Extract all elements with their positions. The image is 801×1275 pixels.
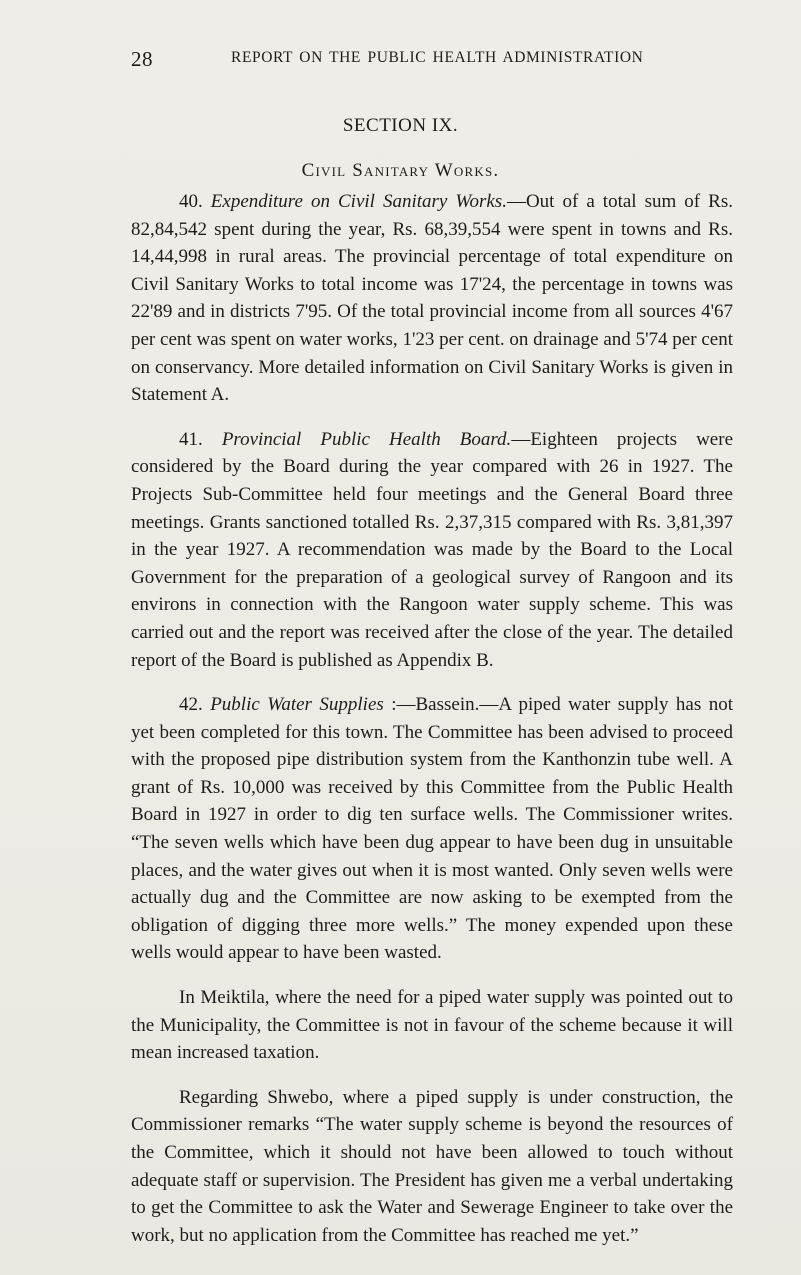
paragraph-text: —Eighteen projects were considered by the Board during the year compared with 26 in 1927. The Projects Sub-Committee held four meetings and the General Board three meetings. Grants sanctioned totalled Rs. 2,37,315 compared with Rs. 3,81,397 in the year 1927. A recommendation was made by the Board to the Local Government for the preparation of a geological survey of Rangoon and its environs in connection with the Rangoon water supply scheme. This was carried out and the report was received after the close of the year. The detailed report of the Board is published as Appendix B. [131, 428, 734, 671]
paragraph-heading: Expenditure on Civil Sanitary Works. [210, 191, 507, 212]
section-subheading: Civil Sanitary Works. [301, 160, 500, 181]
paragraph-number: 42. [179, 694, 203, 716]
paragraph-number: 40. [179, 191, 203, 212]
body-text [131, 188, 733, 1249]
running-header-title: REPORT ON THE PUBLIC HEALTH ADMINISTRATION [231, 49, 644, 66]
paragraph-text: :—Bassein.—A piped water supply has not yet been completed for this town. The Committee has been advised to proceed with the proposed pipe distribution system from the Kanthonzin tube well. A grant of Rs. 10,000 was received by this Committee from the Public Health Board in 1927 in order to dig ten surface wells. The Commissioner writes. “The seven wells which have been dug appear to have been dug in unsuitable places, and the water gives out when it is most wanted. Only seven wells were actually dug and the Committee are now asking to be exempted from the obligation of digging three more wells.” The money expended upon these wells would appear to have been wasted. [131, 694, 733, 964]
paragraph-meiktila [131, 984, 733, 1067]
paragraph-heading: Public Water Supplies [210, 694, 384, 716]
paragraph-42 [131, 691, 733, 967]
paragraph-40 [131, 188, 733, 409]
page-number: 28 [131, 47, 153, 71]
paragraph-text: Regarding Shwebo, where a piped supply is under construction, the Commissioner remarks “The water supply scheme is beyond the resources of the Committee, which it should not have been allowed to touch without adequate staff or supervision. The President has given me a verbal undertaking to get the Committee to ask the Water and Sewerage Engineer to take over the work, but no application from the Committee has reached me yet.” [131, 1086, 733, 1246]
paragraph-number: 41. [179, 428, 203, 450]
running-header [131, 47, 731, 71]
section-heading: SECTION IX. [342, 115, 459, 136]
paragraph-text: In Meiktila, where the need for a piped water supply was pointed out to the Municipality, the Committee is not in favour of the scheme because it will mean increased taxation. [131, 987, 733, 1064]
paragraph-heading: Provincial Public Health Board. [221, 428, 512, 450]
paragraph-text: —Out of a total sum of Rs. 82,84,542 spent during the year, Rs. 68,39,554 were spent in towns and Rs. 14,44,998 in rural areas. The provincial percentage of total expenditure on Civil Sanitary Works to total income was 17'24, the percentage in towns was 22'89 and in districts 7'95. Of the total provincial income from all sources 4'67 per cent was spent on water works, 1'23 per cent. on drainage and 5'74 per cent on conservancy. More detailed information on Civil Sanitary Works is given in Statement A. [131, 191, 733, 406]
paragraph-41 [131, 426, 733, 674]
paragraph-shwebo [131, 1084, 733, 1250]
